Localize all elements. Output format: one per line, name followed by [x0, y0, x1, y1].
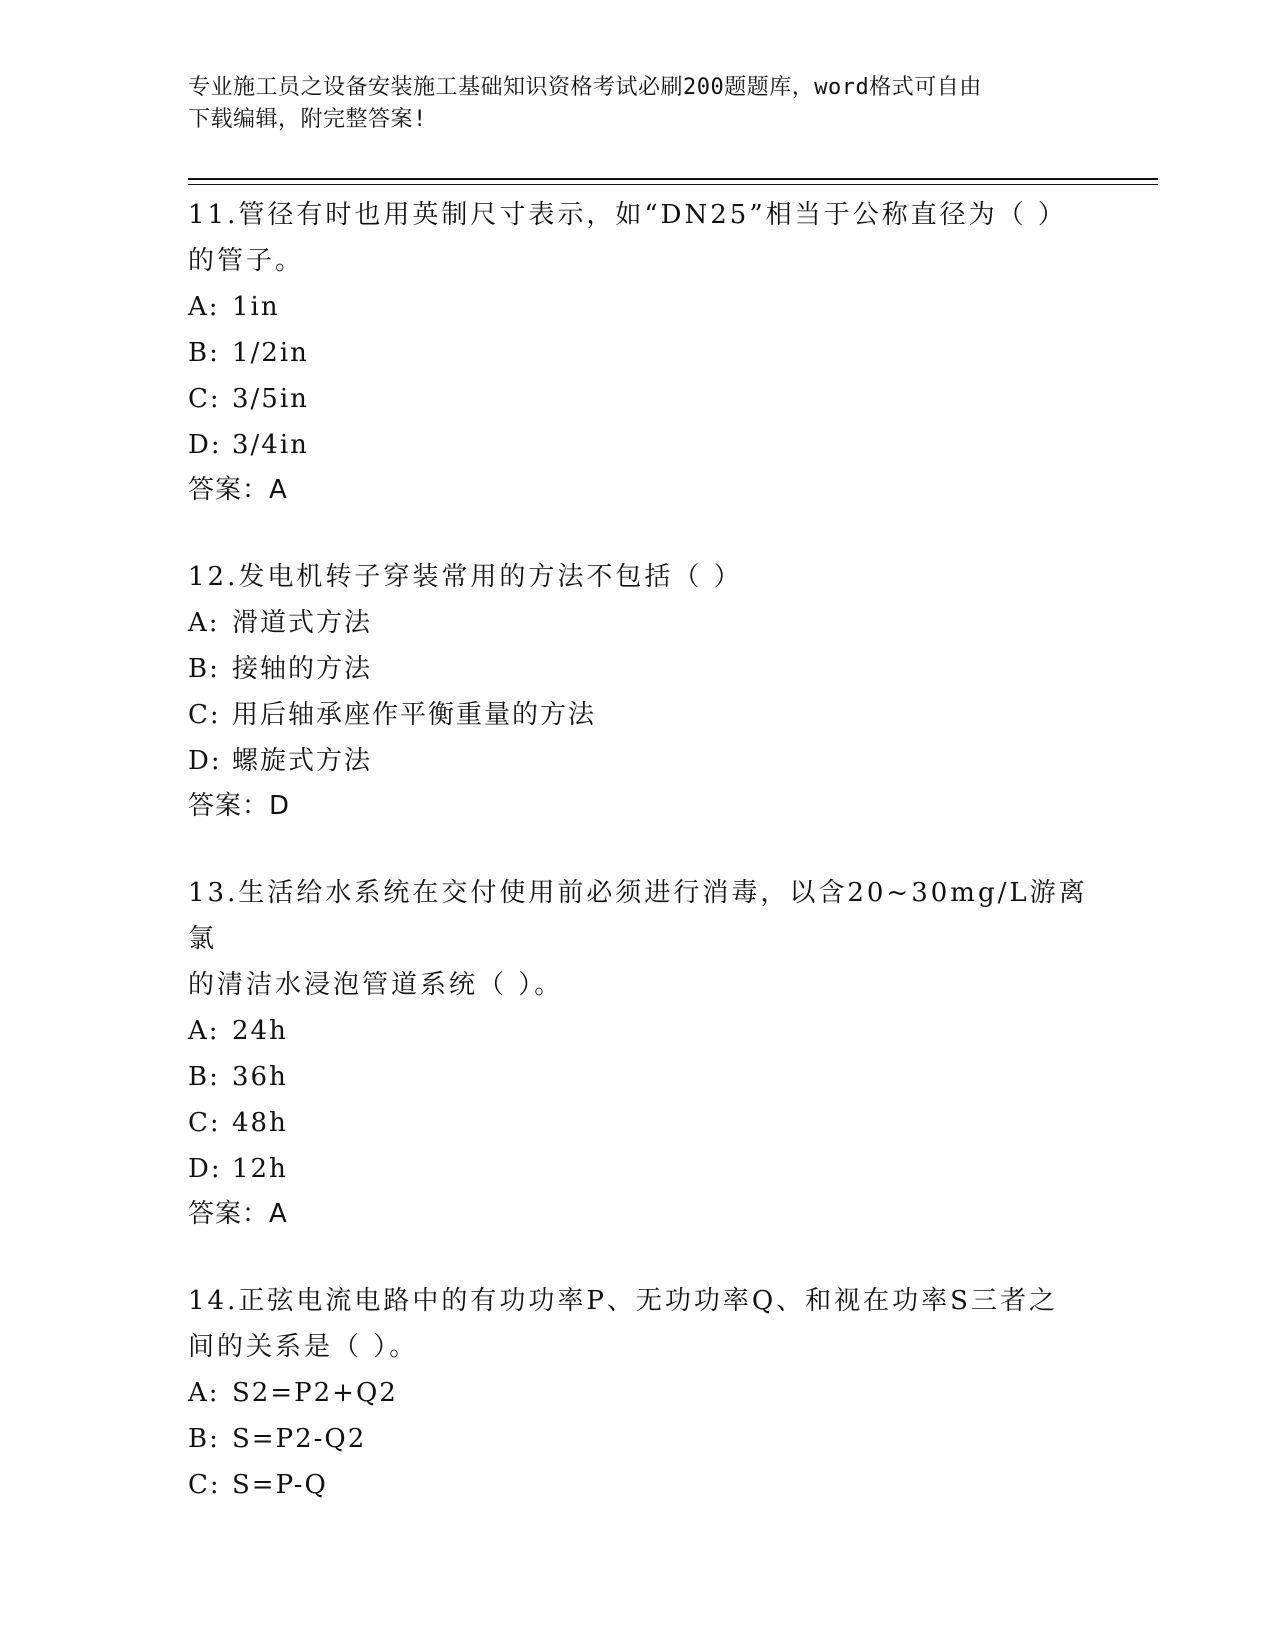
header-line-2: 下载编辑，附完整答案! [188, 107, 427, 132]
option-text: 接轴的方法 [232, 654, 373, 684]
option-key: A: [188, 1378, 220, 1408]
option-text: 滑道式方法 [232, 608, 373, 638]
question-stem-line-1: 14.正弦电流电路中的有功功率P、无功功率Q、和视在功率S三者之 [188, 1286, 1058, 1316]
option-c [188, 376, 1088, 422]
question-14 [188, 1278, 1088, 1508]
option-key: D: [188, 746, 222, 776]
option-c [188, 692, 1088, 738]
option-a [188, 600, 1088, 646]
option-key: D: [188, 430, 222, 460]
option-text: 12h [232, 1154, 288, 1184]
option-key: B: [188, 338, 220, 368]
option-key: C: [188, 1108, 221, 1138]
question-stem [188, 192, 1088, 284]
option-key: A: [188, 608, 220, 638]
option-text: 48h [232, 1108, 288, 1138]
option-text: S=P-Q [232, 1470, 328, 1500]
header-divider-top [188, 178, 1158, 180]
question-stem-line-2: 间的关系是（ ）。 [188, 1332, 419, 1362]
option-key: B: [188, 1424, 220, 1454]
question-stem [188, 554, 1088, 600]
question-stem-line-1: 13.生活给水系统在交付使用前必须进行消毒，以含20~30mg/L游离氯 [188, 878, 1088, 954]
option-key: D: [188, 1154, 222, 1184]
option-text: 3/5in [232, 384, 309, 414]
option-c [188, 1100, 1088, 1146]
option-b [188, 330, 1088, 376]
option-text: 36h [232, 1062, 288, 1092]
option-b [188, 1416, 1088, 1462]
option-a [188, 1008, 1088, 1054]
option-key: B: [188, 654, 220, 684]
question-stem-line-2: 的清洁水浸泡管道系统（ ）。 [188, 970, 564, 1000]
option-key: A: [188, 1016, 220, 1046]
option-d [188, 738, 1088, 784]
option-text: S=P2-Q2 [232, 1424, 367, 1454]
option-text: 3/4in [232, 430, 309, 460]
question-stem-line-1: 11.管径有时也用英制尺寸表示，如“DN25”相当于公称直径为（ ） [188, 200, 1067, 230]
option-text: 螺旋式方法 [232, 746, 373, 776]
question-stem-line-1: 12.发电机转子穿装常用的方法不包括（ ） [188, 562, 743, 592]
option-text: 24h [232, 1016, 288, 1046]
document-header [188, 72, 1068, 136]
option-text: 用后轴承座作平衡重量的方法 [232, 700, 597, 730]
question-stem [188, 1278, 1088, 1370]
option-a [188, 284, 1088, 330]
question-11 [188, 192, 1088, 512]
option-text: 1/2in [232, 338, 309, 368]
answer: 答案：A [188, 475, 288, 505]
header-line-1: 专业施工员之设备安装施工基础知识资格考试必刷200题题库，word格式可自由 [188, 75, 982, 100]
option-text: 1in [232, 292, 280, 322]
option-key: A: [188, 292, 220, 322]
option-d [188, 422, 1088, 468]
option-d [188, 1146, 1088, 1192]
option-a [188, 1370, 1088, 1416]
question-list [188, 192, 1088, 1550]
option-key: C: [188, 384, 221, 414]
question-13 [188, 870, 1088, 1236]
answer: 答案：A [188, 1199, 288, 1229]
question-stem-line-2: 的管子。 [188, 246, 305, 276]
option-c [188, 1462, 1088, 1508]
header-divider-bottom [188, 184, 1158, 185]
option-key: C: [188, 700, 221, 730]
answer: 答案：D [188, 791, 291, 821]
question-12 [188, 554, 1088, 828]
option-b [188, 646, 1088, 692]
option-key: B: [188, 1062, 220, 1092]
option-text: S2=P2+Q2 [232, 1378, 398, 1408]
question-stem [188, 870, 1088, 1008]
option-b [188, 1054, 1088, 1100]
option-key: C: [188, 1470, 221, 1500]
